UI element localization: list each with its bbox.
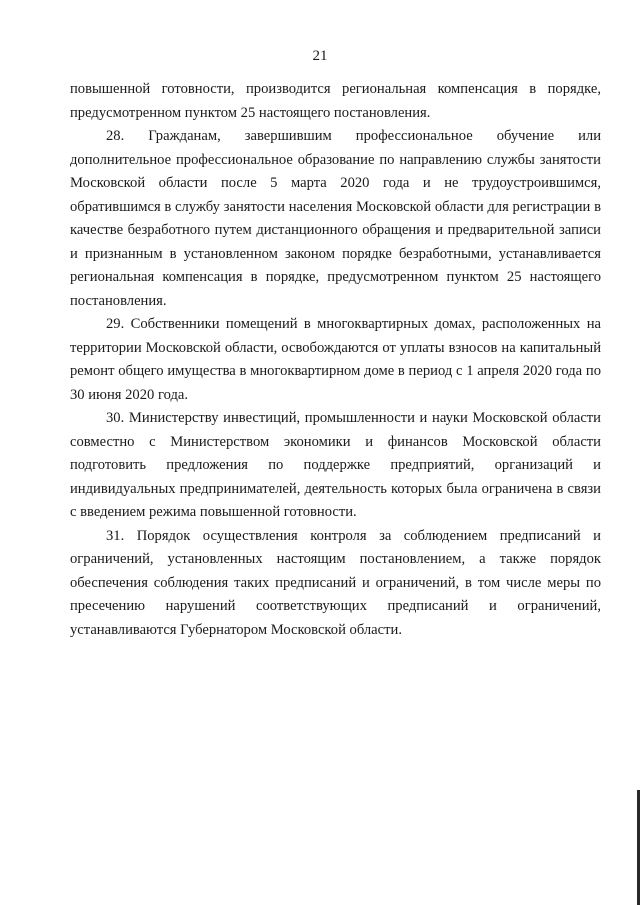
paragraph-text: Гражданам, завершившим профессиональное обучение или дополнительное профессиональное образование по направлению службы занятости Московской области после 5 марта 2020 года и не трудоустроившимся, обратившимся в службу занятости населения Московской области для регистрации в качестве безработного путем дистанционного обращения и предварительной записи и признанным в установленном законом порядке безработными, устанавливается региональная компенсация в порядке, предусмотренном пунктом 25 настоящего постановления.	[70, 128, 601, 309]
document-body	[70, 78, 601, 642]
paragraph-number: 29.	[106, 316, 125, 332]
paragraph-number: 28.	[106, 128, 125, 144]
paragraph-28	[70, 125, 601, 313]
paragraph-30	[70, 407, 601, 525]
paragraph-29	[70, 313, 601, 407]
paragraph-31	[70, 525, 601, 643]
page-number: 21	[312, 48, 328, 64]
paragraph-number: 31.	[106, 527, 125, 544]
paragraph-text: повышенной готовности, производится региональная компенсация в порядке, предусмотренном пунктом 25 настоящего постановления.	[70, 81, 601, 121]
paragraph-text: Порядок осуществления контроля за соблюдением предписаний и ограничений, установленных настоящим постановлением, а также порядок обеспечения соблюдения таких предписаний и ограничений, в том числе меры по пресечению нарушений соответствующих предписаний и ограничений, устанавливаются Губернатором Московской области.	[70, 527, 601, 638]
paragraph-text: Собственники помещений в многоквартирных домах, расположенных на территории Московской области, освобождаются от уплаты взносов на капитальный ремонт общего имущества в многоквартирном доме в период с 1 апреля 2020 года по 30 июня 2020 года.	[70, 316, 601, 403]
paragraph-text: Министерству инвестиций, промышленности и науки Московской области совместно с Министерством экономики и финансов Московской области подготовить предложения по поддержке предприятий, организаций и индивидуальных предпринимателей, деятельность которых была ограничена в связи с введением режима повышенной готовности.	[70, 410, 601, 520]
paragraph-continuation	[70, 78, 601, 125]
paragraph-number: 30.	[106, 410, 125, 426]
